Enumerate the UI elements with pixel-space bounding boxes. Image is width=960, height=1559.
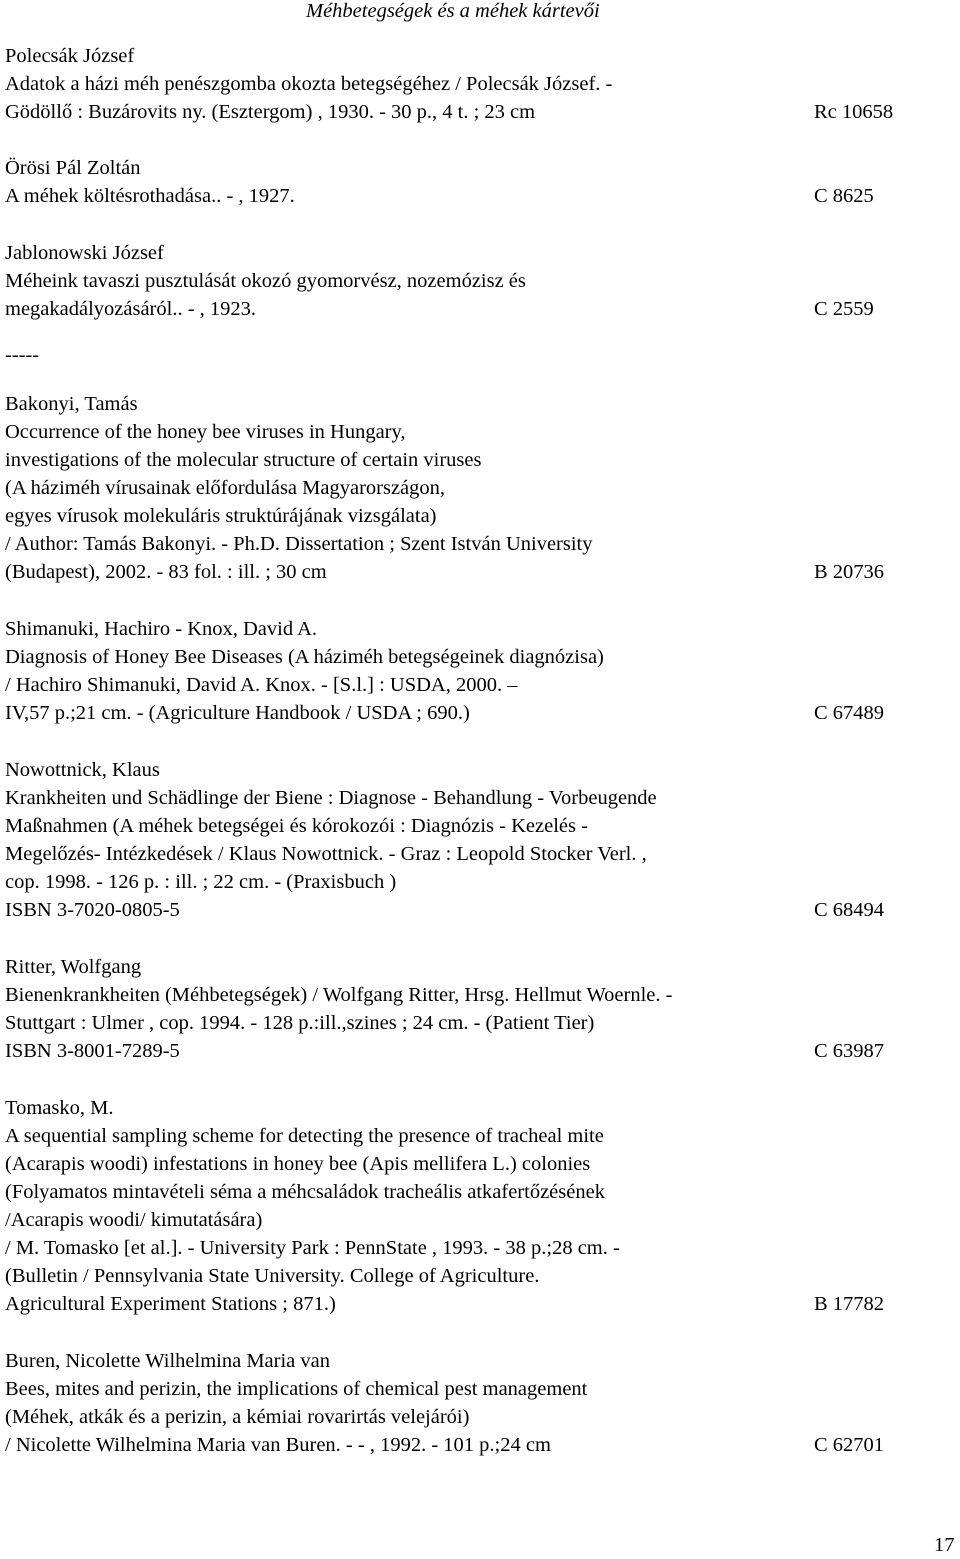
entry-line-text: ISBN 3-7020-0805-5 [5,899,180,921]
entry-line: (Bulletin / Pennsylvania State University. College of Agriculture. [5,1265,540,1287]
entry-line [5,182,955,210]
entry-line [5,98,955,126]
page-number: 17 [934,1534,955,1556]
entry-line: (Méhek, atkák és a perizin, a kémiai rovarirtás velejárói) [5,1406,470,1428]
entry-line-text: megakadályozásáról.. - , 1923. [5,298,257,320]
bib-entry [5,1347,955,1459]
entry-line [5,558,955,586]
entry-line [5,1037,955,1065]
entry-line: Occurrence of the honey bee viruses in Hungary, [5,421,406,443]
entry-author: Jablonowski József [5,242,164,264]
entry-line: Stuttgart : Ulmer , cop. 1994. - 128 p.:ill.,szines ; 24 cm. - (Patient Tier) [5,1012,595,1034]
page-header: Méhbetegségek és a méhek kártevői [306,0,600,22]
entry-author: Nowottnick, Klaus [5,759,160,781]
bib-entry [5,42,955,126]
entry-line: (Acarapis woodi) infestations in honey bee (Apis mellifera L.) colonies [5,1153,591,1175]
entry-line-text: Agricultural Experiment Stations ; 871.) [5,1293,336,1315]
entry-line: egyes vírusok molekuláris struktúrájának vizsgálata) [5,505,437,527]
shelf-code: C 8625 [814,185,874,207]
entry-line: (Folyamatos mintavételi séma a méhcsaládok tracheális atkafertőzésének [5,1181,605,1203]
shelf-code: Rc 10658 [814,101,894,123]
shelf-code: C 68494 [814,899,885,921]
entry-line-text: A méhek költésrothadása.. - , 1927. [5,185,295,207]
entry-line [5,1431,955,1459]
section-separator: ----- [5,344,40,366]
entry-line: Krankheiten und Schädlinge der Biene : Diagnose - Behandlung - Vorbeugende [5,787,657,809]
entry-line: A sequential sampling scheme for detecting the presence of tracheal mite [5,1125,604,1147]
entry-line [5,1290,955,1318]
bib-entry [5,953,955,1065]
entry-author: Bakonyi, Tamás [5,393,138,415]
entry-author: Tomasko, M. [5,1097,114,1119]
bib-entry [5,390,955,586]
entry-line [5,699,955,727]
entry-line: Méheink tavaszi pusztulását okozó gyomorvész, nozemózisz és [5,270,526,292]
entry-author: Shimanuki, Hachiro - Knox, David A. [5,618,318,640]
entry-line [5,896,955,924]
bib-entry [5,756,955,924]
entry-author: Polecsák József [5,45,135,67]
entry-line: (A háziméh vírusainak előfordulása Magyarországon, [5,477,446,499]
entry-line: / Hachiro Shimanuki, David A. Knox. - [S.l.] : USDA, 2000. – [5,674,518,696]
bib-entry [5,615,955,727]
entry-line: cop. 1998. - 126 p. : ill. ; 22 cm. - (Praxisbuch ) [5,871,397,893]
shelf-code: B 17782 [814,1293,885,1315]
entry-line: / Author: Tamás Bakonyi. - Ph.D. Dissertation ; Szent István University [5,533,593,555]
entry-line: / M. Tomasko [et al.]. - University Park : PennState , 1993. - 38 p.;28 cm. - [5,1237,620,1259]
entry-author: Ritter, Wolfgang [5,956,142,978]
entry-author: Buren, Nicolette Wilhelmina Maria van [5,1350,330,1372]
entry-line: Bees, mites and perizin, the implications of chemical pest management [5,1378,588,1400]
entry-line: Diagnosis of Honey Bee Diseases (A háziméh betegségeinek diagnózisa) [5,646,604,668]
entry-line: Maßnahmen (A méhek betegségei és kórokozói : Diagnózis - Kezelés - [5,815,588,837]
entry-line: Bienenkrankheiten (Méhbetegségek) / Wolfgang Ritter, Hrsg. Hellmut Woernle. - [5,984,673,1006]
shelf-code: C 67489 [814,702,885,724]
entry-line-text: IV,57 p.;21 cm. - (Agriculture Handbook / USDA ; 690.) [5,702,470,724]
shelf-code: C 2559 [814,298,874,320]
entry-line-text: ISBN 3-8001-7289-5 [5,1040,180,1062]
entry-line [5,295,955,323]
entry-line-text: (Budapest), 2002. - 83 fol. : ill. ; 30 cm [5,561,327,583]
entry-line: Megelőzés- Intézkedések / Klaus Nowottnick. - Graz : Leopold Stocker Verl. , [5,843,647,865]
shelf-code: B 20736 [814,561,885,583]
entry-line: Adatok a házi méh penészgomba okozta betegségéhez / Polecsák József. - [5,73,613,95]
bib-entry [5,239,955,323]
shelf-code: C 62701 [814,1434,885,1456]
entry-line-text: / Nicolette Wilhelmina Maria van Buren. - - , 1992. - 101 p.;24 cm [5,1434,551,1456]
entry-line: /Acarapis woodi/ kimutatására) [5,1209,263,1231]
bib-entry [5,1094,955,1318]
entry-line-text: Gödöllő : Buzárovits ny. (Esztergom) , 1930. - 30 p., 4 t. ; 23 cm [5,101,536,123]
bib-entry [5,154,955,210]
entry-author: Örösi Pál Zoltán [5,157,141,179]
entry-line: investigations of the molecular structure of certain viruses [5,449,482,471]
shelf-code: C 63987 [814,1040,885,1062]
